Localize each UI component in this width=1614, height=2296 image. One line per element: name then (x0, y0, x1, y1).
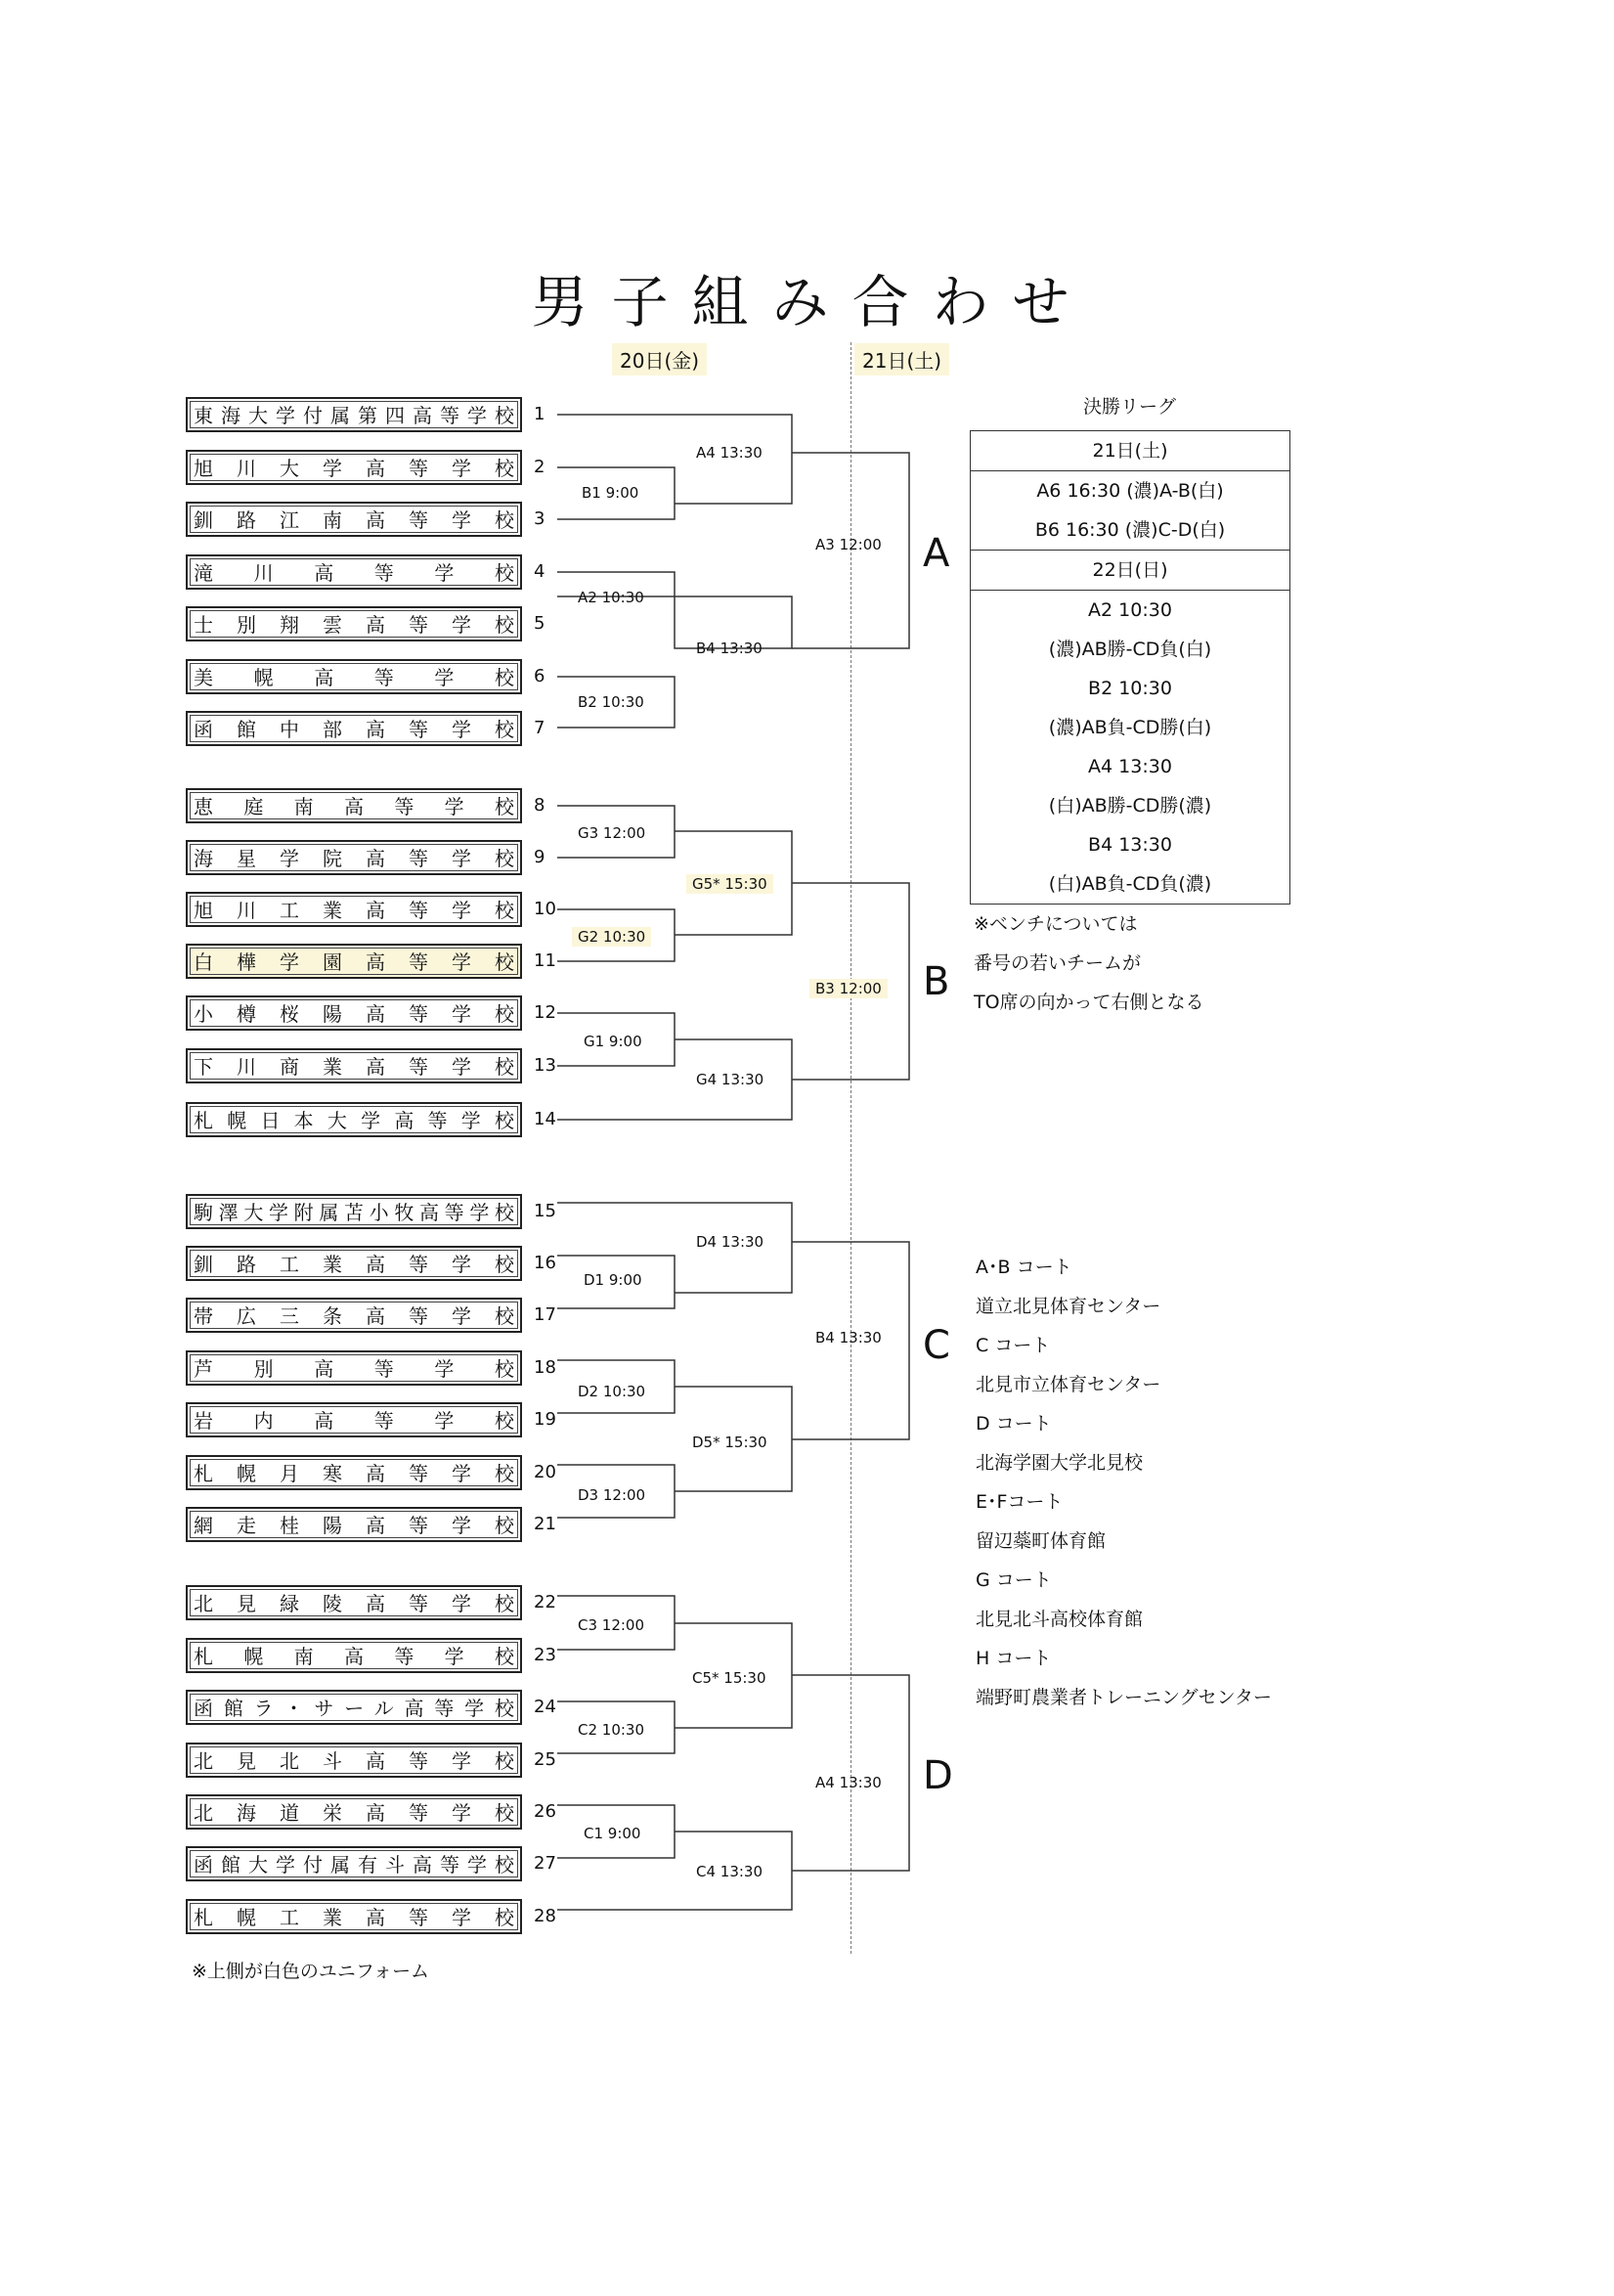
team-name: 北見緑陵高等学校 (194, 1592, 514, 1615)
seed-number: 6 (534, 666, 545, 686)
team-name: 恵庭南高等学校 (194, 795, 514, 818)
final-game: (白)AB負-CD負(濃) (1048, 873, 1212, 895)
pool-letter-b: B (923, 959, 950, 1004)
team-box-12 (186, 995, 522, 1031)
match-label: B3 12:00 (809, 979, 888, 998)
seed-number: 20 (534, 1462, 556, 1482)
match-label: D2 10:30 (578, 1383, 646, 1400)
match-label: D3 12:00 (578, 1486, 646, 1504)
team-name: 東海大学付属第四高等学校 (194, 404, 514, 427)
seed-number: 10 (534, 899, 556, 919)
team-box-17 (186, 1298, 522, 1333)
team-box-15 (186, 1194, 522, 1229)
court-label: H コート (976, 1648, 1052, 1669)
seed-number: 13 (534, 1055, 556, 1076)
team-name: 札幌日本大学高等学校 (194, 1109, 514, 1132)
final-game: (白)AB勝-CD勝(濃) (1048, 795, 1212, 817)
team-box-3 (186, 502, 522, 537)
match-label: C5* 15:30 (692, 1669, 766, 1687)
match-label: D4 13:30 (696, 1233, 764, 1251)
team-box-16 (186, 1246, 522, 1281)
court-label: G コート (976, 1569, 1052, 1591)
match-label: G2 10:30 (572, 927, 651, 947)
bracket-line (557, 572, 792, 648)
team-name: 小樽桜陽高等学校 (194, 1002, 514, 1026)
match-label: B4 13:30 (696, 640, 763, 657)
page-title: 男子組み合わせ (531, 269, 1093, 335)
seed-number: 23 (534, 1645, 556, 1665)
match-label: B1 9:00 (582, 484, 639, 502)
final-game: (濃)AB負-CD勝(白) (1048, 717, 1212, 738)
team-box-14 (186, 1102, 522, 1137)
team-box-10 (186, 892, 522, 927)
match-label: C4 13:30 (696, 1863, 763, 1880)
seed-number: 26 (534, 1801, 556, 1822)
team-box-11 (186, 944, 522, 979)
seed-number: 17 (534, 1304, 556, 1325)
team-box-1 (186, 397, 522, 432)
final-game: B2 10:30 (1088, 678, 1172, 699)
team-name: 北見北斗高等学校 (194, 1749, 514, 1773)
seed-number: 5 (534, 613, 545, 634)
match-label: G3 12:00 (578, 824, 646, 842)
final-game: A6 16:30 (濃)A-B(白) (1036, 480, 1224, 502)
team-name: 士別翔雲高等学校 (194, 613, 514, 637)
team-box-7 (186, 711, 522, 746)
seed-number: 4 (534, 561, 545, 582)
final-date: 21日(土) (971, 431, 1289, 471)
final-game: (濃)AB勝-CD負(白) (1048, 639, 1212, 660)
match-label: A3 12:00 (815, 536, 882, 553)
seed-number: 19 (534, 1409, 556, 1430)
pool-letter-d: D (923, 1753, 953, 1798)
seed-number: 7 (534, 718, 545, 738)
team-box-26 (186, 1794, 522, 1830)
seed-number: 12 (534, 1002, 556, 1023)
match-label: B2 10:30 (578, 693, 644, 711)
court-venue: 北海学園大学北見校 (976, 1452, 1144, 1474)
match-label: D1 9:00 (584, 1271, 642, 1289)
seed-number: 22 (534, 1592, 556, 1612)
court-venue: 端野町農業者トレーニングセンター (976, 1687, 1272, 1708)
bench-note-line: TO席の向かって右側となる (974, 992, 1204, 1013)
match-label: D5* 15:30 (692, 1434, 767, 1451)
team-name: 白樺学園高等学校 (194, 950, 514, 974)
day-label-20: 20日(金) (612, 343, 707, 375)
final-game: A2 10:30 (1088, 599, 1172, 621)
match-label: B4 13:30 (815, 1329, 882, 1347)
match-label: G4 13:30 (696, 1071, 764, 1088)
team-box-19 (186, 1402, 522, 1437)
seed-number: 25 (534, 1749, 556, 1770)
team-name: 海星学院高等学校 (194, 847, 514, 870)
team-name: 札幌月寒高等学校 (194, 1462, 514, 1485)
seed-number: 18 (534, 1357, 556, 1378)
final-league-table (970, 430, 1290, 905)
team-name: 旭川工業高等学校 (194, 899, 514, 922)
team-box-22 (186, 1585, 522, 1620)
team-name: 函館中部高等学校 (194, 718, 514, 741)
seed-number: 27 (534, 1853, 556, 1874)
team-box-6 (186, 659, 522, 694)
team-name: 釧路工業高等学校 (194, 1253, 514, 1276)
team-box-9 (186, 840, 522, 875)
team-box-23 (186, 1638, 522, 1673)
team-name: 帯広三条高等学校 (194, 1304, 514, 1328)
match-label: A4 13:30 (696, 444, 763, 462)
team-name: 網走桂陽高等学校 (194, 1514, 514, 1537)
match-label: G1 9:00 (584, 1033, 642, 1050)
team-name: 芦別高等学校 (194, 1357, 514, 1381)
match-label: G5* 15:30 (686, 874, 773, 894)
team-box-4 (186, 554, 522, 590)
court-venue: 道立北見体育センター (976, 1296, 1161, 1317)
team-box-13 (186, 1048, 522, 1083)
team-name: 旭川大学高等学校 (194, 457, 514, 480)
pool-letter-a: A (923, 531, 950, 576)
team-name: 札幌南高等学校 (194, 1645, 514, 1668)
bench-note-line: ※ベンチについては (974, 913, 1138, 935)
team-name: 北海道栄高等学校 (194, 1801, 514, 1825)
bench-note-line: 番号の若いチームが (974, 952, 1142, 974)
seed-number: 3 (534, 508, 545, 529)
court-label: C コート (976, 1335, 1051, 1356)
team-box-8 (186, 788, 522, 823)
team-name: 下川商業高等学校 (194, 1055, 514, 1079)
court-list (976, 1248, 1272, 1717)
final-game: B6 16:30 (濃)C-D(白) (1034, 519, 1226, 541)
seed-number: 16 (534, 1253, 556, 1273)
court-label: A･B コート (976, 1257, 1072, 1278)
team-name: 駒澤大学附属苫小牧高等学校 (194, 1201, 514, 1224)
seed-number: 21 (534, 1514, 556, 1534)
seed-number: 8 (534, 795, 545, 816)
team-box-5 (186, 606, 522, 641)
seed-number: 14 (534, 1109, 556, 1129)
team-box-28 (186, 1899, 522, 1934)
team-name: 滝川高等学校 (194, 561, 514, 585)
final-game: A4 13:30 (1088, 756, 1172, 777)
bracket-line (792, 1675, 909, 1871)
match-label: A4 13:30 (815, 1774, 882, 1791)
match-label: A2 10:30 (578, 589, 644, 606)
team-name: 美幌高等学校 (194, 666, 514, 689)
team-name: 札幌工業高等学校 (194, 1906, 514, 1929)
team-box-18 (186, 1350, 522, 1386)
final-league-title: 決勝リーグ (1083, 396, 1177, 418)
court-label: E･Fコート (976, 1491, 1064, 1513)
court-venue: 北見北斗高校体育館 (976, 1609, 1144, 1630)
seed-number: 15 (534, 1201, 556, 1221)
match-label: C3 12:00 (578, 1616, 645, 1634)
seed-number: 1 (534, 404, 545, 424)
seed-number: 11 (534, 950, 556, 971)
court-venue: 留辺蘂町体育館 (976, 1530, 1107, 1552)
seed-number: 9 (534, 847, 545, 867)
final-game: B4 13:30 (1088, 834, 1172, 856)
day-label-21: 21日(土) (854, 343, 949, 375)
team-box-21 (186, 1507, 522, 1542)
team-box-27 (186, 1846, 522, 1881)
court-label: D コート (976, 1413, 1052, 1435)
final-date: 22日(日) (971, 550, 1289, 591)
seed-number: 24 (534, 1697, 556, 1717)
match-label: C2 10:30 (578, 1721, 645, 1739)
pool-letter-c: C (923, 1323, 950, 1368)
seed-number: 28 (534, 1906, 556, 1926)
team-box-20 (186, 1455, 522, 1490)
team-name: 函館大学付属有斗高等学校 (194, 1853, 514, 1877)
team-name: 岩内高等学校 (194, 1409, 514, 1433)
team-box-25 (186, 1743, 522, 1778)
bench-note (974, 905, 1204, 1022)
team-name: 函館ラ・サール高等学校 (194, 1697, 514, 1720)
team-box-2 (186, 450, 522, 485)
footer-note: ※上側が白色のユニフォーム (192, 1961, 429, 1982)
seed-number: 2 (534, 457, 545, 477)
court-venue: 北見市立体育センター (976, 1374, 1161, 1395)
match-label: C1 9:00 (584, 1825, 641, 1842)
team-name: 釧路江南高等学校 (194, 508, 514, 532)
team-box-24 (186, 1690, 522, 1725)
